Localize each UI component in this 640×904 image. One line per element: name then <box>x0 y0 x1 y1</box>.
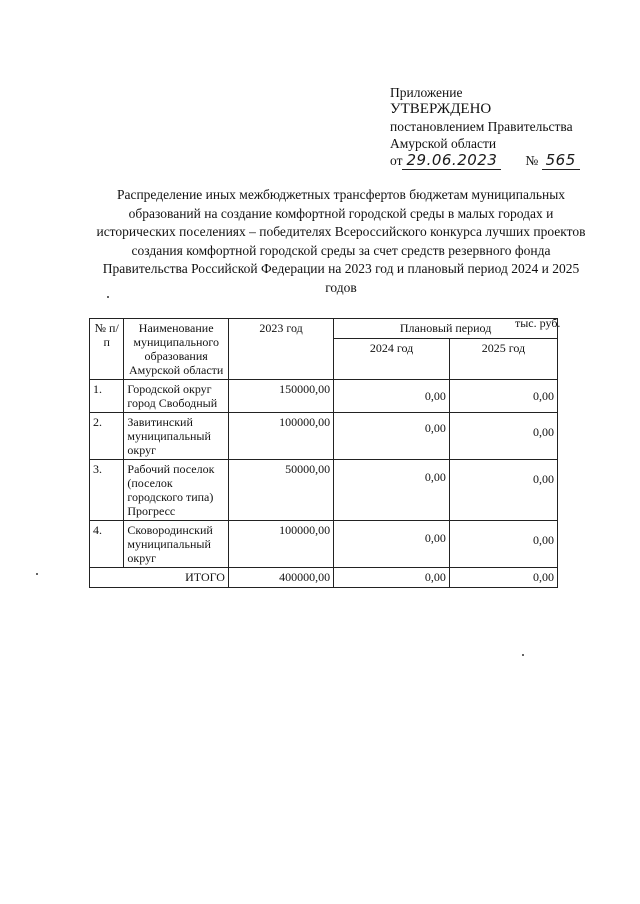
handwritten-date: 29.06.2023 <box>402 151 501 170</box>
total-2025: 0,00 <box>449 568 557 588</box>
row-value-2023: 100000,00 <box>228 413 333 460</box>
row-value-2025: 0,00 <box>449 521 557 568</box>
handwritten-number: 565 <box>542 151 580 170</box>
date-prefix: от <box>390 153 403 168</box>
row-no: 2. <box>90 413 124 460</box>
approved-by-label: постановлением Правительства <box>390 119 573 134</box>
number-prefix: № <box>525 153 539 168</box>
document-title: Распределение иных межбюджетных трансфертов бюджетам муниципальных образований на создание комфортной городской среды в малых городах и исторических поселениях – победителях Всероссийского конкурса лучших проектов создания комфортной городской среды за счет средств резервного фонда Правительства Российской Федерации на 2023 год и плановый период 2024 и 2025 годов <box>96 187 586 295</box>
total-label: ИТОГО <box>90 568 229 588</box>
table-total-row <box>90 568 558 588</box>
table-row <box>90 460 558 521</box>
row-value-2024: 0,00 <box>334 380 450 413</box>
row-name: Завитинский муниципальный округ <box>124 413 229 460</box>
row-value-2025: 0,00 <box>449 380 557 413</box>
row-value-2023: 150000,00 <box>228 380 333 413</box>
scan-speck <box>36 573 38 575</box>
total-2023: 400000,00 <box>228 568 333 588</box>
row-no: 1. <box>90 380 124 413</box>
header-no: № п/п <box>90 319 124 380</box>
appendix-label: Приложение <box>390 85 463 100</box>
row-name: Сковородинский муниципальный округ <box>124 521 229 568</box>
table-header-row <box>90 319 558 339</box>
row-name: Рабочий поселок (поселок городского типа) Прогресс <box>124 460 229 521</box>
row-no: 4. <box>90 521 124 568</box>
header-planned-period: Плановый период <box>334 319 558 339</box>
scan-speck <box>522 654 524 656</box>
region-label: Амурской области <box>390 136 497 151</box>
header-name: Наименование муниципального образования Амурской области <box>124 319 229 380</box>
row-value-2024: 0,00 <box>334 460 450 521</box>
row-value-2024: 0,00 <box>334 521 450 568</box>
approval-block <box>390 84 630 169</box>
table-row <box>90 521 558 568</box>
table-row <box>90 413 558 460</box>
scan-speck <box>107 296 109 298</box>
header-2024: 2024 год <box>334 339 450 380</box>
resolution-date-number <box>390 152 630 169</box>
row-value-2025: 0,00 <box>449 460 557 521</box>
row-value-2023: 50000,00 <box>228 460 333 521</box>
table-row <box>90 380 558 413</box>
row-value-2025: 0,00 <box>449 413 557 460</box>
row-no: 3. <box>90 460 124 521</box>
row-value-2024: 0,00 <box>334 413 450 460</box>
total-2024: 0,00 <box>334 568 450 588</box>
approved-label: УТВЕРЖДЕНО <box>390 101 492 117</box>
header-2025: 2025 год <box>449 339 557 380</box>
row-name: Городской округ город Свободный <box>124 380 229 413</box>
unit-label: тыс. руб. <box>515 316 561 330</box>
header-2023: 2023 год <box>228 319 333 380</box>
row-value-2023: 100000,00 <box>228 521 333 568</box>
transfers-table <box>89 316 561 588</box>
